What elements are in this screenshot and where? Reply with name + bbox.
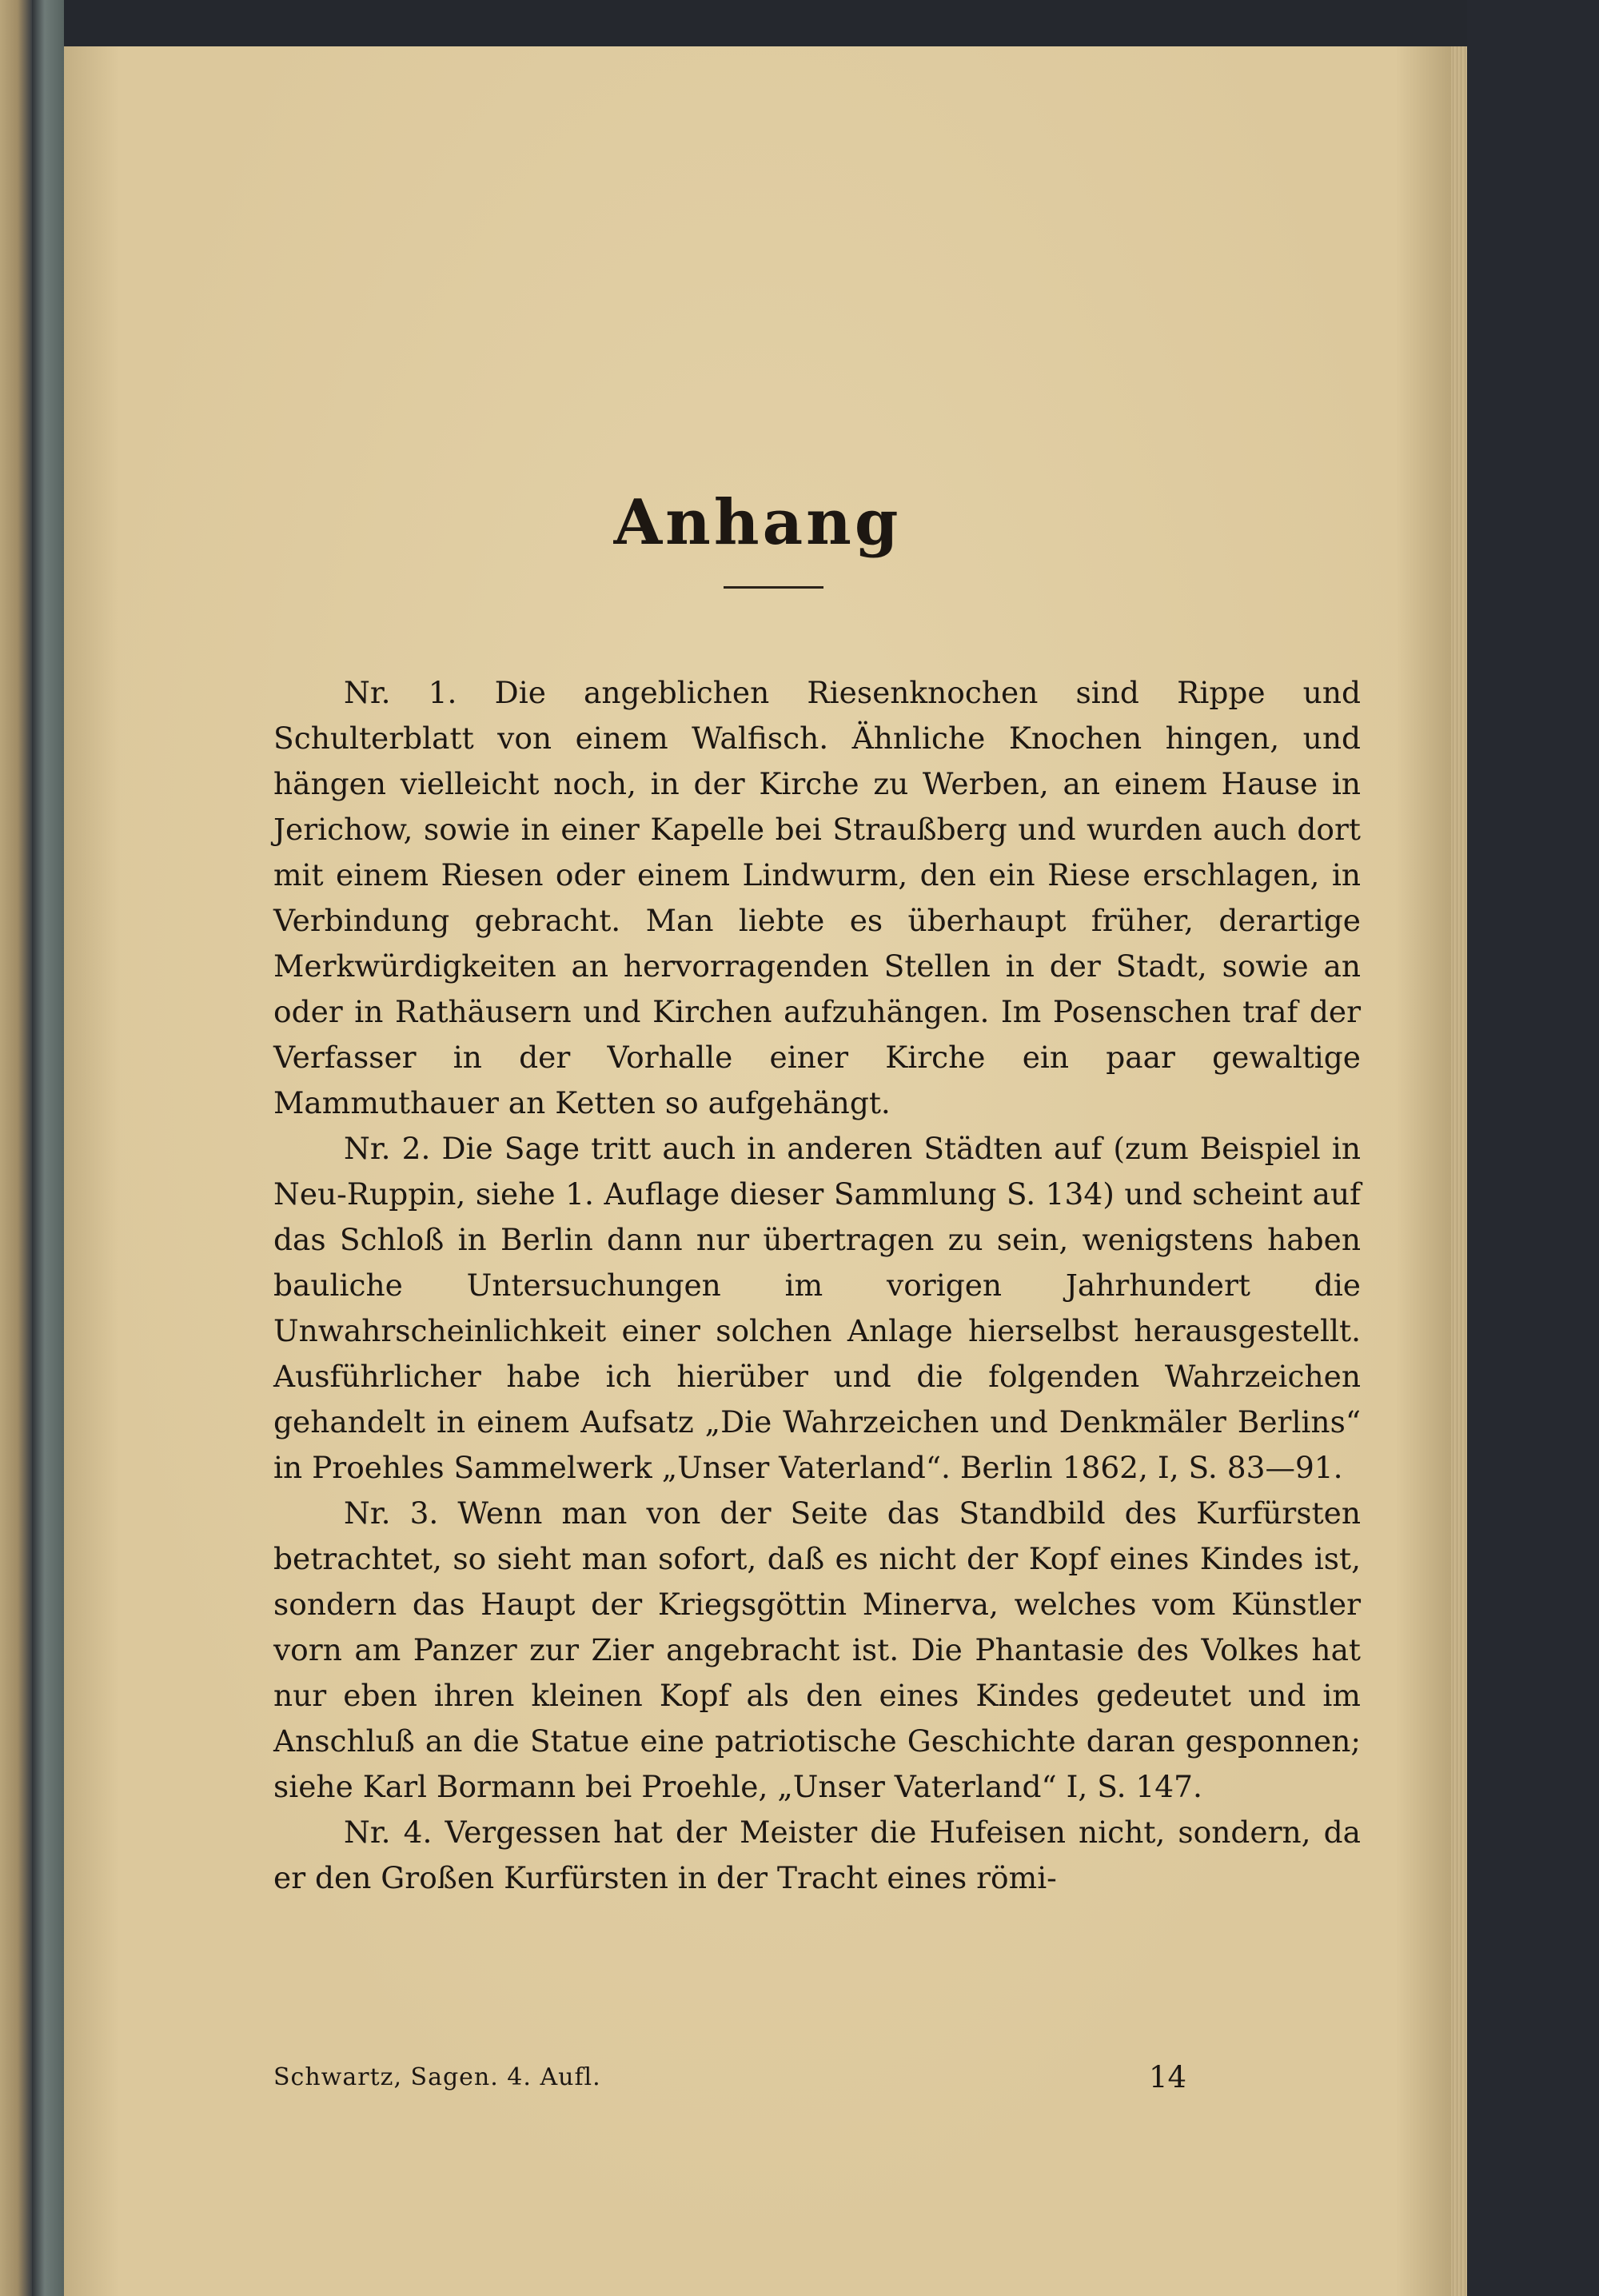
page-stack-edges — [1451, 46, 1467, 2296]
signature-mark: Schwartz, Sagen. 4. Aufl. — [273, 2063, 601, 2091]
book-page — [64, 46, 1451, 2296]
page-title: Anhang — [613, 486, 902, 559]
paragraph-nr-1: Nr. 1. Die angeblichen Riesenknochen sind Rippe und Schulterblatt von einem Walfisch. Ähnliche Knochen hingen, und hängen vielleicht noch, in der Kirche zu Werben, an einem Hause in Jerichow, sowie in einer Kapelle bei Straußberg und wurden auch dort mit einem Riesen oder einem Lindwurm, den ein Riese erschlagen, in Verbindung gebracht. Man liebte es überhaupt früher, derartige Merkwürdigkeiten an hervorragenden Stellen in der Stadt, sowie an oder in Rathäusern und Kirchen aufzuhängen. Im Posenschen traf der Verfasser in der Vorhalle einer Kirche ein paar gewaltige Mammuthauer an Ketten so aufgehängt. — [273, 675, 1361, 1120]
book-cover-right — [1467, 0, 1599, 2296]
paragraph-nr-2: Nr. 2. Die Sage tritt auch in anderen Städten auf (zum Beispiel in Neu-Ruppin, siehe 1. Auflage dieser Sammlung S. 134) und scheint auf das Schloß in Berlin dann nur übertragen zu sein, wenigstens haben bauliche Untersuchungen im vorigen Jahrhundert die Unwahrscheinlichkeit einer solchen Anlage hierselbst herausgestellt. Ausführlicher habe ich hierüber und die folgenden Wahrzeichen gehandelt in einem Aufsatz „Die Wahrzeichen und Denkmäler Berlins“ in Proehles Sammelwerk „Unser Vaterland“. Berlin 1862, I, S. 83—91. — [273, 1131, 1361, 1485]
paragraph-nr-3: Nr. 3. Wenn man von der Seite das Standbild des Kurfürsten betrachtet, so sieht man sofort, daß es nicht der Kopf eines Kindes ist, sondern das Haupt der Kriegsgöttin Minerva, welches vom Künstler vorn am Panzer zur Zier angebracht ist. Die Phantasie des Volkes hat nur eben ihren kleinen Kopf als den eines Kindes gedeutet und im Anschluß an die Statue eine patriotische Geschichte daran gesponnen; siehe Karl Bormann bei Proehle, „Unser Vaterland“ I, S. 147. — [273, 1495, 1361, 1804]
previous-page-edge — [0, 0, 32, 2296]
page-body — [273, 670, 1361, 1901]
page-number: 14 — [1149, 2060, 1187, 2094]
paragraph-nr-4: Nr. 4. Vergessen hat der Meister die Hufeisen nicht, sondern, da er den Großen Kurfürsten in der Tracht eines römi- — [273, 1815, 1361, 1895]
book-cover-top — [64, 0, 1467, 46]
binding-strip — [32, 0, 64, 2296]
page-footer — [273, 2060, 1361, 2095]
title-divider — [724, 586, 823, 589]
